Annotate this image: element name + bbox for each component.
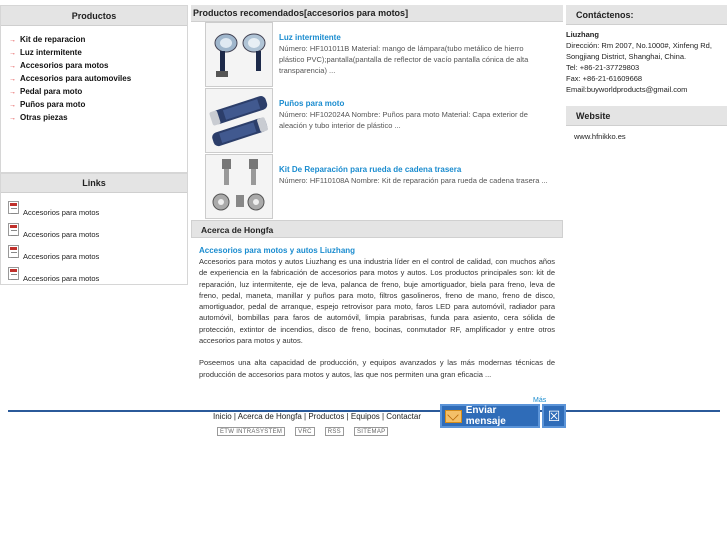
about-paragraph: Poseemos una alta capacidad de producción, y equipos avanzados y las más modernas técnicas de producción de accesorios para motos y autos, las que nos permiten una gran eficacia ...	[199, 358, 555, 379]
links-panel	[0, 173, 188, 285]
product-description: Número: HF110108A Nombre: Kit de reparación para rueda de cadena trasera ...	[279, 176, 548, 185]
contact-email[interactable]: Email:buyworldproducts@gmail.com	[566, 85, 688, 94]
arrow-icon: →	[9, 37, 16, 44]
about-paragraph: Accesorios para motos y autos Liuzhang es una industria líder en el control de calidad, con muchos años de experiencia en la fabricación de accesorios para motos y autos. Los productos principales son: kit de reparación, luz intermitente, eje de leva, palanca de freno, buje amortiguador, biela para freno, leva de freno, pedal, maneta, manillar y puños para moto, filtros gasolineros, freno de mano, freno de disco, amortiguador, pedal de arranque, espejo retrovisor para moto, faros LED para automóvil, radiador para automóvil, bombillas para faros de automóvil, limpia parabrisas, funda para asiento, cera sólida de protección, extintor de incendios, disco de freno, bocinas, conmutador RF, amplificador y entre otros accesorios para motos y autos.	[199, 257, 555, 346]
main-content	[191, 5, 563, 380]
link-item[interactable]: Accesorios para motos	[8, 263, 187, 285]
motorcycle-grips-photo[interactable]	[205, 88, 273, 153]
link-item[interactable]: Accesorios para motos	[8, 197, 187, 219]
send-message-button[interactable]	[440, 404, 540, 428]
about-section	[191, 238, 555, 380]
links-list	[1, 193, 187, 285]
category-item[interactable]: → Accesorios para automoviles	[9, 74, 132, 83]
contact-details	[566, 25, 727, 95]
about-subtitle-link[interactable]: Accesorios para motos y autos Liuzhang	[199, 246, 356, 255]
bolt-repair-kit-photo[interactable]	[205, 154, 273, 219]
badge-rss[interactable]: RSS	[325, 427, 344, 436]
company-name: Liuzhang	[566, 30, 599, 39]
category-item[interactable]: → Accesorios para motos	[9, 61, 109, 70]
contact-fax: Fax: +86-21-61609668	[566, 74, 643, 83]
product-info	[279, 98, 549, 131]
link-item[interactable]: Accesorios para motos	[8, 241, 187, 263]
contact-panel-title: Contáctenos:	[566, 5, 727, 25]
arrow-icon: →	[9, 102, 16, 109]
close-icon[interactable]: ☒	[542, 404, 566, 428]
arrow-icon: →	[9, 63, 16, 70]
pdf-document-icon	[8, 245, 19, 258]
about-section-title: Acerca de Hongfa	[191, 220, 563, 238]
product-info	[279, 164, 549, 186]
footer-navigation[interactable]: Inicio | Acerca de Hongfa | Productos | Equipos | Contactar	[213, 412, 421, 421]
product-card	[191, 22, 563, 88]
product-title-link[interactable]: Kit De Reparación para rueda de cadena trasera	[279, 165, 462, 174]
products-panel-title: Productos	[1, 6, 187, 26]
product-title-link[interactable]: Puños para moto	[279, 99, 345, 108]
pdf-document-icon	[8, 201, 19, 214]
badge-sitemap[interactable]: SITEMAP	[354, 427, 388, 436]
product-description: Número: HF101011B Material: mango de lámpara(tubo metálico de hierro plástico PVC);pantalla(pantalla de reflector de vacío pantalla cónica de alta transparencia) ...	[279, 44, 529, 75]
links-panel-title: Links	[1, 174, 187, 193]
contact-tel: Tel: +86-21-37729803	[566, 63, 640, 72]
category-item[interactable]: → Kit de reparacion	[9, 35, 86, 44]
category-item[interactable]: → Otras piezas	[9, 113, 68, 122]
product-card	[191, 154, 563, 220]
left-sidebar	[0, 5, 188, 285]
website-link[interactable]: www.hfnikko.es	[574, 132, 626, 141]
product-card	[191, 88, 563, 154]
link-item[interactable]: Accesorios para motos	[8, 219, 187, 241]
pdf-document-icon	[8, 267, 19, 280]
more-link[interactable]: Más	[533, 397, 547, 404]
turn-signal-light-photo[interactable]	[205, 22, 273, 87]
contact-address: Dirección: Rm 2007, No.1000#, Xinfeng Rd, Songjiang District, Shanghai, China.	[566, 41, 712, 61]
product-description: Número: HF102024A Nombre: Puños para moto Material: Capa exterior de aleación y tubo interior de plástico ...	[279, 110, 528, 130]
footer-badges	[217, 427, 388, 436]
category-item[interactable]: → Luz intermitente	[9, 48, 82, 57]
product-info	[279, 32, 549, 76]
category-item[interactable]: → Puños para moto	[9, 100, 86, 109]
badge-vrc[interactable]: VRC	[295, 427, 315, 436]
envelope-icon	[445, 410, 462, 423]
recommended-products-title: Productos recomendados[accesorios para motos]	[191, 5, 563, 22]
website-panel-title: Website	[566, 106, 727, 126]
arrow-icon: →	[9, 50, 16, 57]
products-panel	[0, 5, 188, 173]
send-message-label: Enviar mensaje	[465, 405, 506, 427]
pdf-document-icon	[8, 223, 19, 236]
right-sidebar	[566, 5, 727, 141]
arrow-icon: →	[9, 89, 16, 96]
arrow-icon: →	[9, 76, 16, 83]
product-category-list	[1, 26, 187, 124]
category-item[interactable]: → Pedal para moto	[9, 87, 83, 96]
arrow-icon: →	[9, 115, 16, 122]
badge-etw[interactable]: ETW INTRASYSTEM	[217, 427, 285, 436]
product-title-link[interactable]: Luz intermitente	[279, 33, 341, 42]
